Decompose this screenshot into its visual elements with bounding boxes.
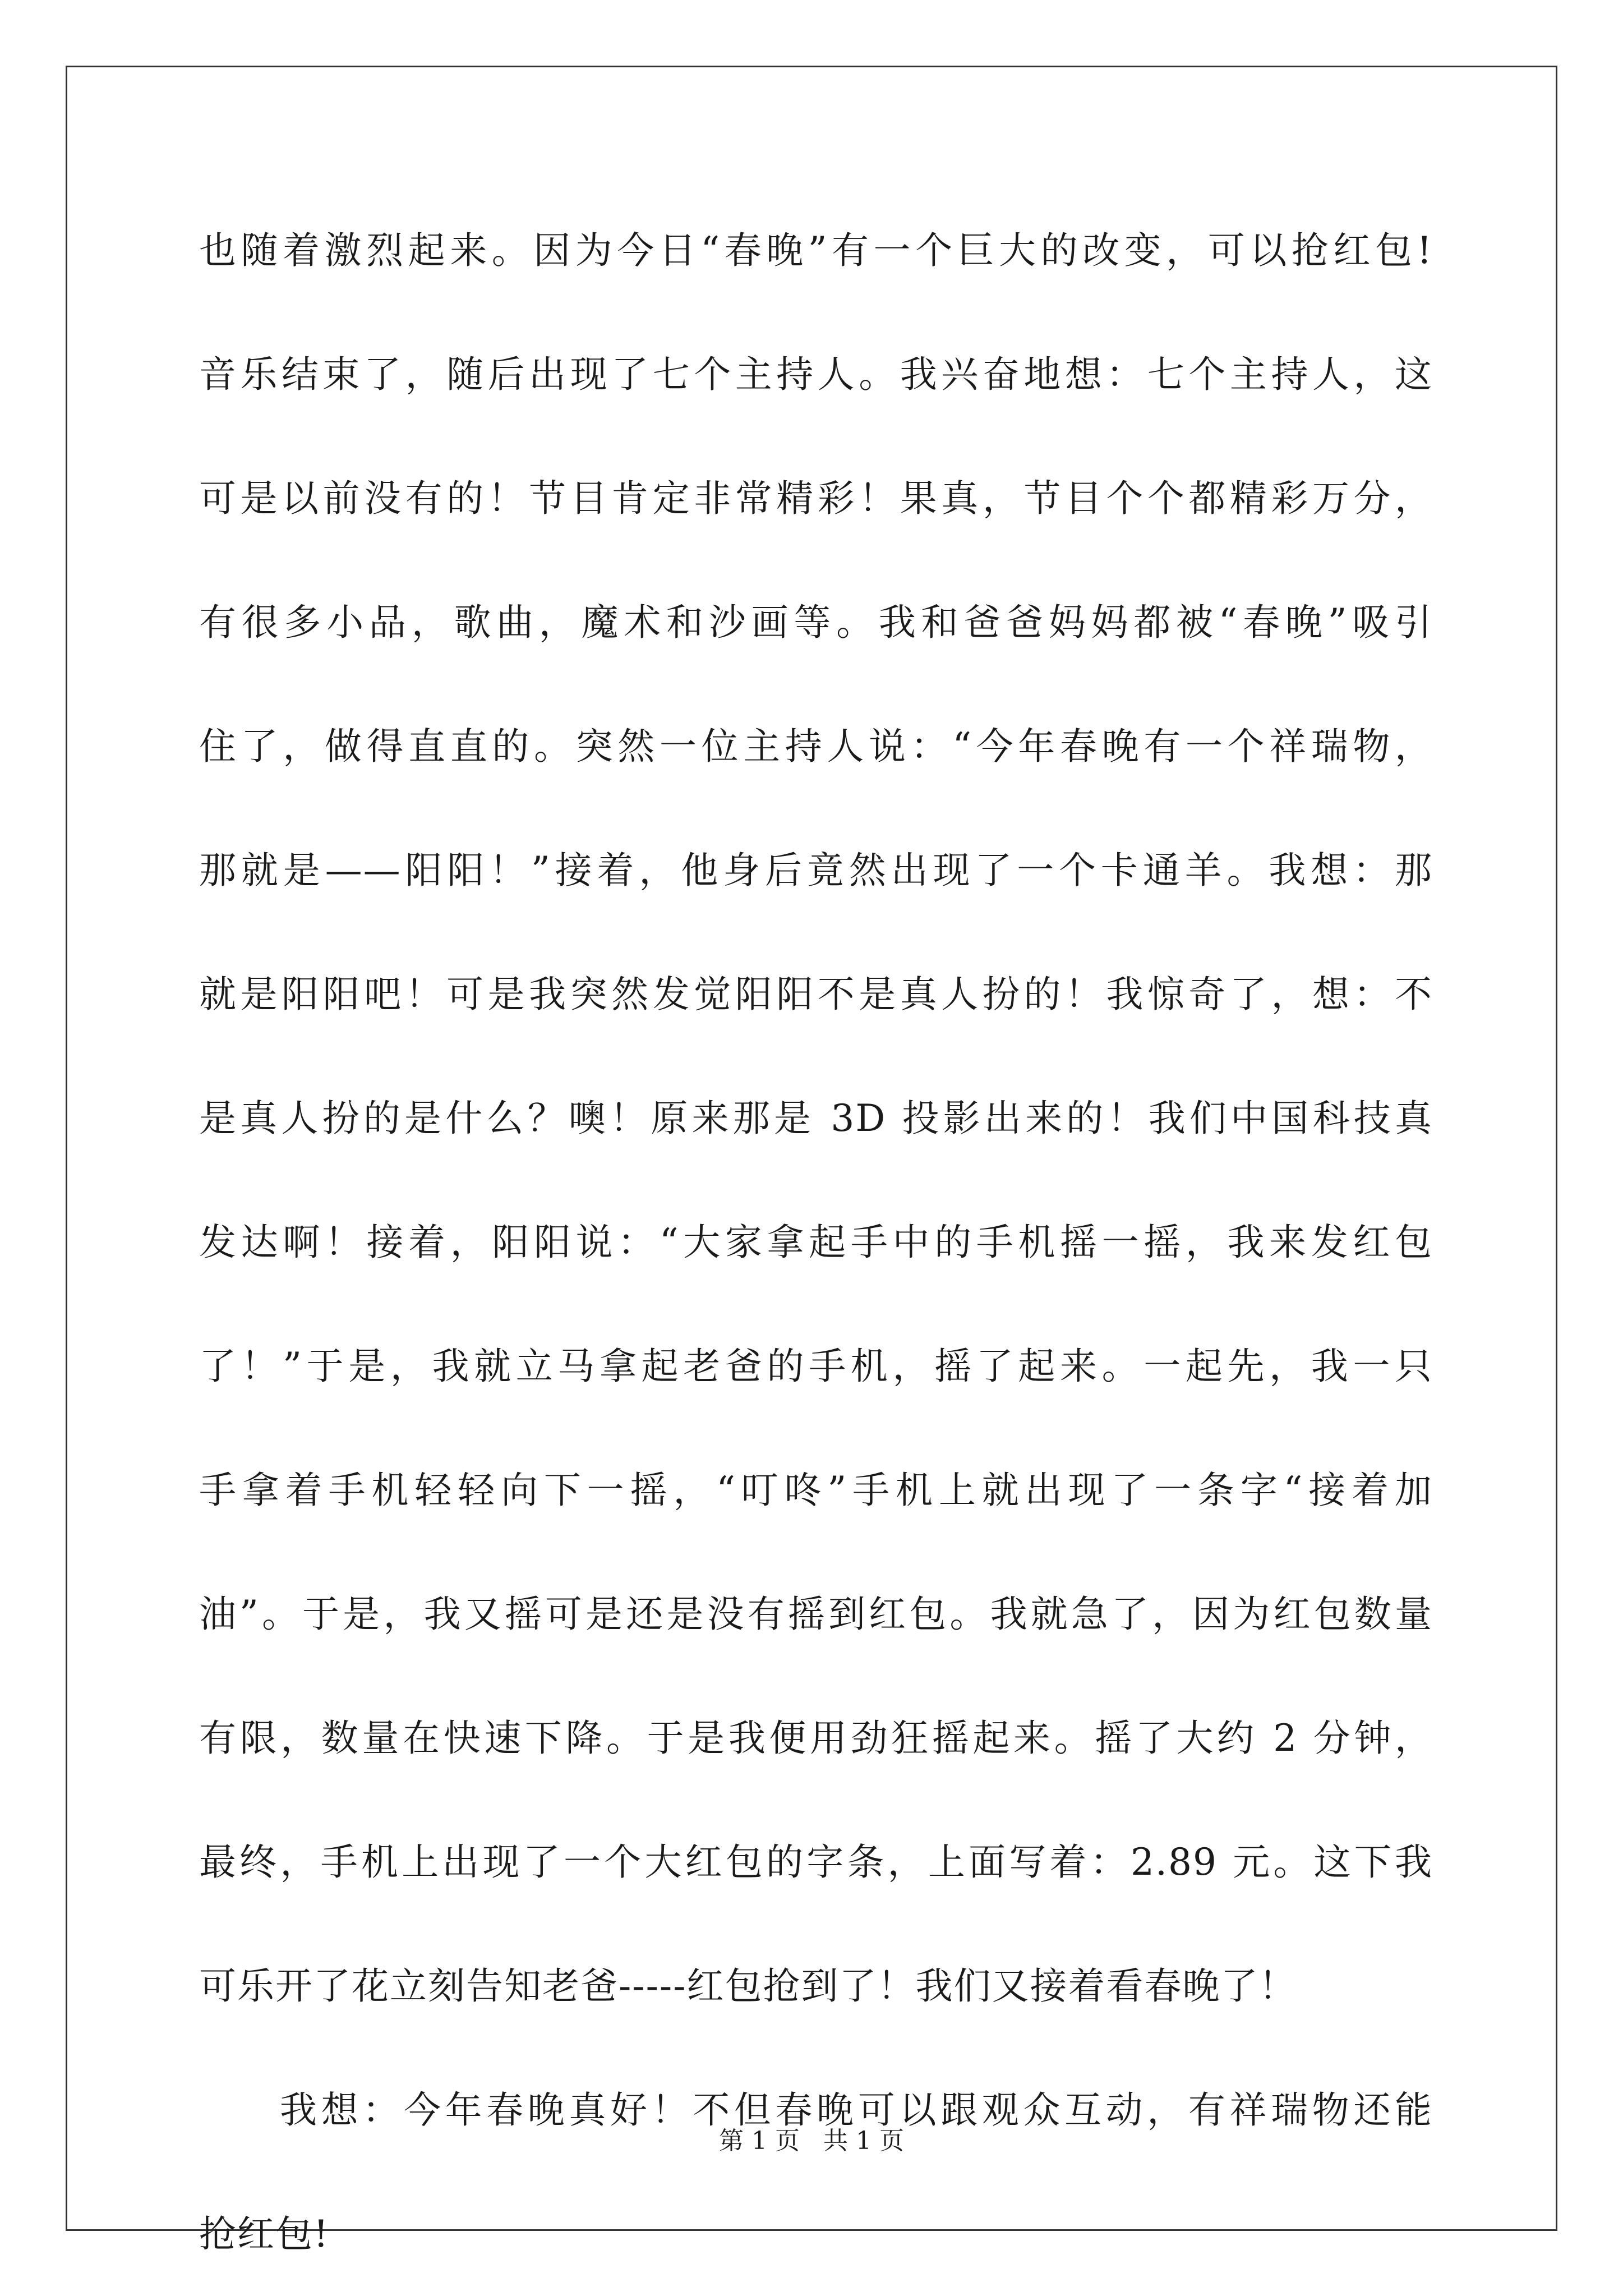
text-line: 手拿着手机轻轻向下一摇，“叮咚”手机上就出现了一条字“接着加 xyxy=(199,1469,1433,1512)
text-line: 住了，做得直直的。突然一位主持人说：“今年春晚有一个祥瑞物， xyxy=(199,725,1433,768)
text-line: 可是以前没有的！节目肯定非常精彩！果真，节目个个都精彩万分， xyxy=(199,477,1433,520)
text-line-indented: 我想：今年春晚真好！不但春晚可以跟观众互动，有祥瑞物还能 xyxy=(280,2088,1433,2132)
text-line: 发达啊！接着，阳阳说：“大家拿起手中的手机摇一摇，我来发红包 xyxy=(199,1221,1433,1264)
text-line: 了！”于是，我就立马拿起老爸的手机，摇了起来。一起先，我一只 xyxy=(199,1345,1433,1388)
text-line: 有很多小品，歌曲，魔术和沙画等。我和爸爸妈妈都被“春晚”吸引 xyxy=(199,601,1433,644)
page-footer: 第 1 页 共 1 页 xyxy=(719,2127,904,2155)
text-line: 油”。于是，我又摇可是还是没有摇到红包。我就急了，因为红包数量 xyxy=(199,1593,1433,1636)
text-line: 可乐开了花立刻告知老爸-----红包抢到了！我们又接着看春晚了！ xyxy=(199,1964,1297,2008)
text-line: 音乐结束了，随后出现了七个主持人。我兴奋地想：七个主持人，这 xyxy=(199,353,1433,396)
text-line: 也随着激烈起来。因为今日“春晚”有一个巨大的改变，可以抢红包! xyxy=(199,229,1433,272)
text-line: 有限，数量在快速下降。于是我便用劲狂摇起来。摇了大约 2 分钟， xyxy=(199,1717,1433,1760)
text-line: 抢红包! xyxy=(199,2212,330,2256)
text-line: 就是阳阳吧！可是我突然发觉阳阳不是真人扮的！我惊奇了，想：不 xyxy=(199,973,1433,1016)
text-line: 最终，手机上出现了一个大红包的字条，上面写着：2.89 元。这下我 xyxy=(199,1841,1433,1884)
text-line: 那就是——阳阳！”接着，他身后竟然出现了一个卡通羊。我想：那 xyxy=(199,849,1433,892)
document-body xyxy=(199,185,1433,2293)
text-line: 是真人扮的是什么？噢！原来那是 3D 投影出来的！我们中国科技真 xyxy=(199,1097,1433,1140)
